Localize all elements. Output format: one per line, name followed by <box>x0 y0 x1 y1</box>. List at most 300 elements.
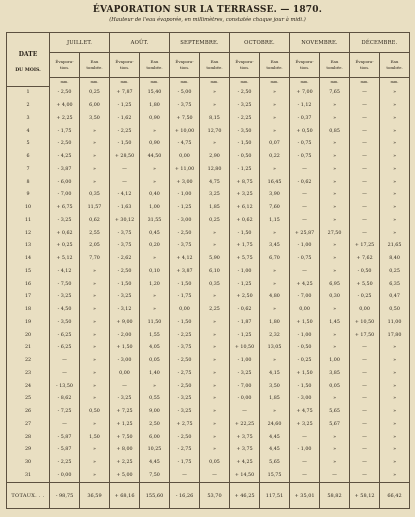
table-row <box>7 99 410 112</box>
rainfall-cell: 0,05 <box>200 456 230 469</box>
table-row <box>7 163 410 176</box>
evaporation-cell: — <box>350 214 380 227</box>
rainfall-cell: » <box>380 125 410 138</box>
rainfall-cell: » <box>320 431 350 444</box>
evaporation-cell: + 2,75 <box>170 418 200 431</box>
rainfall-cell: » <box>320 240 350 253</box>
daily-rows <box>7 86 410 483</box>
rainfall-cell: » <box>80 316 110 329</box>
evaporation-cell: - 2,50 <box>170 431 200 444</box>
month-header-december: DÉCEMBRE. <box>350 33 410 53</box>
day-number: 25 <box>7 393 50 406</box>
rainfall-cell: » <box>200 329 230 342</box>
table-row <box>7 329 410 342</box>
day-number: 20 <box>7 329 50 342</box>
rainfall-cell: 4,45 <box>260 431 290 444</box>
rainfall-cell: 0,20 <box>140 240 170 253</box>
table-row <box>7 252 410 265</box>
rainfall-cell: 2,50 <box>140 418 170 431</box>
evaporation-cell: + 1,50 <box>290 367 320 380</box>
rainfall-cell: 0,30 <box>320 291 350 304</box>
rainfall-cell: 5,65 <box>320 405 350 418</box>
rainfall-cell: » <box>320 150 350 163</box>
evaporation-cell: - 0,50 <box>230 150 260 163</box>
evaporation-cell: - 1,87 <box>230 316 260 329</box>
rainfall-cell: 3,85 <box>320 367 350 380</box>
evaporation-cell: — <box>350 125 380 138</box>
evaporation-cell: + 0,50 <box>290 125 320 138</box>
date-header-line2: DU MOIS. <box>15 68 41 73</box>
table-row <box>7 227 410 240</box>
evaporation-cell: — <box>290 431 320 444</box>
rainfall-cell: 3,50 <box>80 112 110 125</box>
day-number: 7 <box>7 163 50 176</box>
table-row <box>7 393 410 406</box>
rainfall-cell: » <box>260 354 290 367</box>
day-number: 13 <box>7 240 50 253</box>
rainfall-cell: 12,70 <box>200 125 230 138</box>
table-row <box>7 354 410 367</box>
rainfall-cell: 1,20 <box>140 278 170 291</box>
evaporation-cell: - 1,50 <box>290 380 320 393</box>
rainfall-cell: 1,85 <box>200 201 230 214</box>
rainfall-cell: » <box>140 303 170 316</box>
units-row <box>7 78 410 87</box>
evaporation-cell: + 2,25 <box>110 456 140 469</box>
evaporation-cell: - 1,00 <box>170 189 200 202</box>
evaporation-cell: + 7,50 <box>110 431 140 444</box>
rainfall-cell: » <box>200 380 230 393</box>
rainfall-cell: » <box>380 86 410 99</box>
rainfall-cell: » <box>380 112 410 125</box>
rainfall-cell: 15,75 <box>260 469 290 483</box>
rainfall-cell: 0,40 <box>140 189 170 202</box>
rainfall-cell: 7,50 <box>140 469 170 483</box>
evaporation-cell: - 5,00 <box>170 86 200 99</box>
rainfall-cell: » <box>320 189 350 202</box>
date-header-line1: DATE <box>18 51 38 58</box>
evaporation-cell: - 3,25 <box>230 99 260 112</box>
evaporation-cell: - 1,50 <box>170 316 200 329</box>
rainfall-cell: 0,25 <box>200 214 230 227</box>
evaporation-cell: + 3,25 <box>290 418 320 431</box>
rainfall-cell: 0,35 <box>80 189 110 202</box>
evaporation-cell: + 1,50 <box>110 342 140 355</box>
rainfall-cell: » <box>380 214 410 227</box>
evaporation-col-header: Évapora- tion. <box>50 53 80 78</box>
rainfall-cell: » <box>200 99 230 112</box>
evaporation-cell: — <box>170 469 200 483</box>
rainfall-cell: » <box>320 303 350 316</box>
evaporation-cell: - 0,50 <box>290 342 320 355</box>
evaporation-cell: — <box>350 418 380 431</box>
evaporation-cell: — <box>290 201 320 214</box>
evaporation-cell: - 3,75 <box>170 342 200 355</box>
evaporation-cell: - 1,00 <box>230 354 260 367</box>
rainfall-cell: — <box>320 469 350 483</box>
rainfall-cell: 6,95 <box>320 278 350 291</box>
rainfall-cell: » <box>380 456 410 469</box>
rainfall-cell: » <box>320 342 350 355</box>
rainfall-cell: » <box>80 367 110 380</box>
unit-label: mm. <box>230 78 260 87</box>
evaporation-cell: — <box>230 405 260 418</box>
evaporation-cell: + 3,25 <box>230 189 260 202</box>
rainfall-cell: » <box>200 86 230 99</box>
unit-label: mm. <box>140 78 170 87</box>
table-row <box>7 380 410 393</box>
evaporation-col-header: Évapora- tion. <box>110 53 140 78</box>
table-row <box>7 469 410 483</box>
evaporation-cell: - 1,25 <box>230 329 260 342</box>
evaporation-cell: - 1,50 <box>110 278 140 291</box>
evaporation-cell: 0,00 <box>110 367 140 380</box>
evaporation-cell: — <box>350 367 380 380</box>
rainfall-cell: 6,00 <box>80 99 110 112</box>
rainfall-cell: » <box>80 342 110 355</box>
evaporation-cell: - 1,00 <box>230 265 260 278</box>
evaporation-cell: - 2,25 <box>110 125 140 138</box>
evaporation-cell: - 0,62 <box>230 303 260 316</box>
rainfall-cell: » <box>380 99 410 112</box>
evaporation-cell: - 2,50 <box>230 86 260 99</box>
rainfall-cell: » <box>140 125 170 138</box>
rainfall-cell: 6,70 <box>260 252 290 265</box>
rainfall-cell: 8,40 <box>380 252 410 265</box>
rainfall-cell: 0,07 <box>260 138 290 151</box>
evaporation-cell: — <box>50 418 80 431</box>
rainfall-cell: 1,80 <box>260 316 290 329</box>
evaporation-cell: - 2,25 <box>170 329 200 342</box>
table-row <box>7 418 410 431</box>
evaporation-cell: - 1,75 <box>170 456 200 469</box>
evaporation-cell: — <box>350 163 380 176</box>
evaporation-cell: - 8,62 <box>50 393 80 406</box>
rainfall-cell: 0,85 <box>320 125 350 138</box>
evaporation-cell: - 2,25 <box>50 456 80 469</box>
rainfall-cell: 9,00 <box>140 405 170 418</box>
table-row <box>7 138 410 151</box>
rainfall-cell: » <box>200 354 230 367</box>
rainfall-cell: » <box>260 227 290 240</box>
evaporation-cell: - 3,25 <box>50 291 80 304</box>
rainfall-cell: » <box>200 367 230 380</box>
evaporation-cell: — <box>350 99 380 112</box>
evaporation-cell: + 6,12 <box>230 201 260 214</box>
rainfall-cell: » <box>80 278 110 291</box>
rainfall-cell: 0,90 <box>140 138 170 151</box>
evaporation-cell: - 1,25 <box>230 163 260 176</box>
table-row <box>7 367 410 380</box>
rainfall-cell: » <box>320 444 350 457</box>
evaporation-cell: + 7,50 <box>170 112 200 125</box>
evaporation-cell: - 13,50 <box>50 380 80 393</box>
day-number: 31 <box>7 469 50 483</box>
rainfall-cell: » <box>80 354 110 367</box>
evaporation-cell: - 1,00 <box>290 329 320 342</box>
evaporation-cell: + 4,12 <box>170 252 200 265</box>
evaporation-col-header: Évapora- tion. <box>230 53 260 78</box>
rainfall-cell: » <box>380 393 410 406</box>
table-row <box>7 265 410 278</box>
rainfall-cell: » <box>380 418 410 431</box>
evaporation-cell: + 7,62 <box>350 252 380 265</box>
rainfall-cell: 4,45 <box>260 444 290 457</box>
total-value: 66,42 <box>380 483 410 509</box>
rainfall-cell: » <box>80 418 110 431</box>
day-number: 5 <box>7 138 50 151</box>
day-number: 18 <box>7 303 50 316</box>
rainfall-cell: » <box>80 265 110 278</box>
table-row <box>7 125 410 138</box>
day-number: 11 <box>7 214 50 227</box>
evaporation-cell: - 3,50 <box>230 125 260 138</box>
table-row <box>7 316 410 329</box>
evaporation-cell: - 6,25 <box>50 329 80 342</box>
rainfall-cell: » <box>200 227 230 240</box>
rainfall-cell: 3,45 <box>260 240 290 253</box>
evaporation-cell: — <box>350 431 380 444</box>
day-number: 29 <box>7 444 50 457</box>
rainfall-cell: 4,15 <box>260 367 290 380</box>
rainfall-cell: 2,25 <box>200 303 230 316</box>
evaporation-cell: - 0,75 <box>290 138 320 151</box>
rainfall-cell: 2,05 <box>80 240 110 253</box>
evaporation-cell: - 0,62 <box>290 176 320 189</box>
rainfall-cell: » <box>260 163 290 176</box>
rainfall-cell: » <box>80 444 110 457</box>
rainfall-cell: 0,45 <box>140 227 170 240</box>
unit-label: mm. <box>50 78 80 87</box>
total-value: - 98,75 <box>50 483 80 509</box>
rainfall-cell: 1,00 <box>320 354 350 367</box>
rainfall-cell: 5,90 <box>200 252 230 265</box>
evaporation-cell: — <box>350 380 380 393</box>
evaporation-cell: - 7,25 <box>50 405 80 418</box>
evaporation-cell: 0,00 <box>290 303 320 316</box>
evaporation-cell: - 2,62 <box>110 252 140 265</box>
evaporation-cell: + 1,75 <box>230 240 260 253</box>
evaporation-cell: — <box>350 150 380 163</box>
rainfall-cell: 44,50 <box>140 150 170 163</box>
evaporation-cell: — <box>110 380 140 393</box>
day-number: 27 <box>7 418 50 431</box>
rainfall-cell: » <box>380 469 410 483</box>
evaporation-cell: + 0,62 <box>230 214 260 227</box>
evaporation-cell: — <box>290 265 320 278</box>
evaporation-cell: - 3,25 <box>170 393 200 406</box>
evaporation-cell: — <box>110 163 140 176</box>
unit-label: mm. <box>170 78 200 87</box>
evaporation-cell: + 25,87 <box>290 227 320 240</box>
rainfall-cell: 1,40 <box>140 367 170 380</box>
rainfall-cell: 11,57 <box>80 201 110 214</box>
evaporation-cell: - 2,50 <box>170 380 200 393</box>
rainfall-cell: » <box>320 393 350 406</box>
evaporation-cell: + 5,00 <box>110 469 140 483</box>
evaporation-cell: - 1,63 <box>110 201 140 214</box>
rainfall-cell: 4,75 <box>200 176 230 189</box>
evaporation-cell: — <box>50 367 80 380</box>
rainfall-cell: » <box>80 329 110 342</box>
evaporation-cell: — <box>50 354 80 367</box>
total-value: 36,59 <box>80 483 110 509</box>
rainfall-cell: » <box>380 176 410 189</box>
evaporation-cell: + 9,00 <box>110 316 140 329</box>
table-row <box>7 291 410 304</box>
rainfall-cell: » <box>320 163 350 176</box>
evaporation-cell: - 2,00 <box>110 329 140 342</box>
rainfall-cell: 10,25 <box>140 444 170 457</box>
evaporation-cell: + 17,50 <box>350 329 380 342</box>
evaporation-cell: — <box>290 189 320 202</box>
rainfall-cell: » <box>320 201 350 214</box>
rainfall-cell: 6,35 <box>380 278 410 291</box>
evaporation-cell: + 8,75 <box>230 176 260 189</box>
day-number: 28 <box>7 431 50 444</box>
evaporation-cell: - 1,75 <box>50 125 80 138</box>
rainfall-cell: » <box>140 252 170 265</box>
rainfall-cell: 0,50 <box>380 303 410 316</box>
rainfall-cell: 0,47 <box>380 291 410 304</box>
evaporation-cell: + 4,25 <box>230 456 260 469</box>
rainfall-cell: 1,80 <box>140 99 170 112</box>
rainfall-cell: 5,65 <box>260 456 290 469</box>
evaporation-cell: — <box>350 444 380 457</box>
rainfall-cell: » <box>80 303 110 316</box>
evaporation-cell: - 0,75 <box>290 252 320 265</box>
evaporation-cell: - 3,25 <box>110 393 140 406</box>
table-row <box>7 240 410 253</box>
rainfall-cell: » <box>80 456 110 469</box>
totals-row <box>7 483 410 509</box>
rainfall-cell: » <box>80 138 110 151</box>
table-row <box>7 201 410 214</box>
rainfall-cell: » <box>320 265 350 278</box>
evaporation-cell: + 4,00 <box>50 99 80 112</box>
rainfall-cell: 1,55 <box>140 329 170 342</box>
day-number: 12 <box>7 227 50 240</box>
rainfall-cell: » <box>380 354 410 367</box>
rainfall-cell: » <box>80 176 110 189</box>
day-number: 4 <box>7 125 50 138</box>
rainfall-col-header: Eau tombée. <box>140 53 170 78</box>
evaporation-cell: + 3,75 <box>230 444 260 457</box>
evaporation-cell: — <box>290 163 320 176</box>
day-number: 8 <box>7 176 50 189</box>
rainfall-cell: 1,50 <box>80 431 110 444</box>
total-value: 58,82 <box>320 483 350 509</box>
evaporation-cell: - 4,12 <box>110 189 140 202</box>
rainfall-cell: 2,32 <box>260 329 290 342</box>
page-title: ÉVAPORATION SUR LA TERRASSE. — 1870. <box>92 5 323 15</box>
unit-label: mm. <box>260 78 290 87</box>
month-header-september: SEPTEMBRE. <box>170 33 230 53</box>
rainfall-cell: 0,55 <box>140 393 170 406</box>
rainfall-cell: 0,05 <box>320 380 350 393</box>
evaporation-cell: — <box>290 456 320 469</box>
rainfall-col-header: Eau tombée. <box>200 53 230 78</box>
evaporation-cell: + 0,62 <box>50 227 80 240</box>
evaporation-cell: - 4,75 <box>170 138 200 151</box>
rainfall-cell: 0,25 <box>80 86 110 99</box>
evaporation-cell: - 3,25 <box>50 214 80 227</box>
evaporation-cell: - 3,00 <box>170 214 200 227</box>
evaporation-cell: - 0,00 <box>50 469 80 483</box>
table-row <box>7 278 410 291</box>
evaporation-cell: — <box>350 393 380 406</box>
rainfall-cell: 6,00 <box>140 431 170 444</box>
evaporation-cell: - 1,50 <box>170 278 200 291</box>
day-number: 19 <box>7 316 50 329</box>
day-number: 22 <box>7 354 50 367</box>
evaporation-col-header: Évapora- tion. <box>350 53 380 78</box>
table-row <box>7 189 410 202</box>
rainfall-cell: » <box>320 99 350 112</box>
rainfall-cell: » <box>140 291 170 304</box>
evaporation-cell: — <box>350 201 380 214</box>
rainfall-col-header: Eau tombée. <box>320 53 350 78</box>
rainfall-cell: » <box>200 342 230 355</box>
rainfall-cell: » <box>80 163 110 176</box>
evaporation-cell: - 2,50 <box>50 138 80 151</box>
rainfall-cell: » <box>260 99 290 112</box>
evaporation-cell: + 7,25 <box>110 405 140 418</box>
evaporation-cell: + 0,25 <box>50 240 80 253</box>
unit-label: mm. <box>200 78 230 87</box>
rainfall-cell: » <box>200 138 230 151</box>
rainfall-cell: » <box>320 214 350 227</box>
evaporation-cell: - 3,00 <box>110 354 140 367</box>
total-value: - 16,26 <box>170 483 200 509</box>
rainfall-cell: » <box>80 125 110 138</box>
evaporation-cell: - 2,75 <box>170 444 200 457</box>
rainfall-cell: 11,50 <box>140 316 170 329</box>
table-row <box>7 86 410 99</box>
rainfall-cell: » <box>80 291 110 304</box>
day-number: 30 <box>7 456 50 469</box>
unit-label: mm. <box>80 78 110 87</box>
rainfall-cell: » <box>380 138 410 151</box>
day-number: 24 <box>7 380 50 393</box>
day-number: 1 <box>7 86 50 99</box>
evaporation-cell: + 5,12 <box>50 252 80 265</box>
evaporation-cell: + 17,25 <box>350 240 380 253</box>
evaporation-cell: - 2,50 <box>110 265 140 278</box>
rainfall-cell: 24,60 <box>260 418 290 431</box>
table-row <box>7 444 410 457</box>
evaporation-cell: - 3,75 <box>110 240 140 253</box>
evaporation-cell: - 0,50 <box>350 265 380 278</box>
evaporation-cell: - 3,75 <box>110 227 140 240</box>
rainfall-cell: » <box>380 405 410 418</box>
evaporation-cell: - 1,25 <box>110 99 140 112</box>
day-number: 6 <box>7 150 50 163</box>
evaporation-cell: - 4,50 <box>50 303 80 316</box>
evaporation-cell: — <box>350 342 380 355</box>
rainfall-cell: » <box>140 380 170 393</box>
evaporation-cell: - 2,75 <box>170 367 200 380</box>
rainfall-cell: 3,90 <box>260 189 290 202</box>
month-header-august: AOÛT. <box>110 33 170 53</box>
rainfall-cell: » <box>380 189 410 202</box>
table-row <box>7 405 410 418</box>
rainfall-cell: » <box>260 86 290 99</box>
evaporation-cell: - 3,12 <box>110 303 140 316</box>
rainfall-cell: » <box>380 444 410 457</box>
evaporation-cell: — <box>350 176 380 189</box>
rainfall-cell: 0,22 <box>260 150 290 163</box>
